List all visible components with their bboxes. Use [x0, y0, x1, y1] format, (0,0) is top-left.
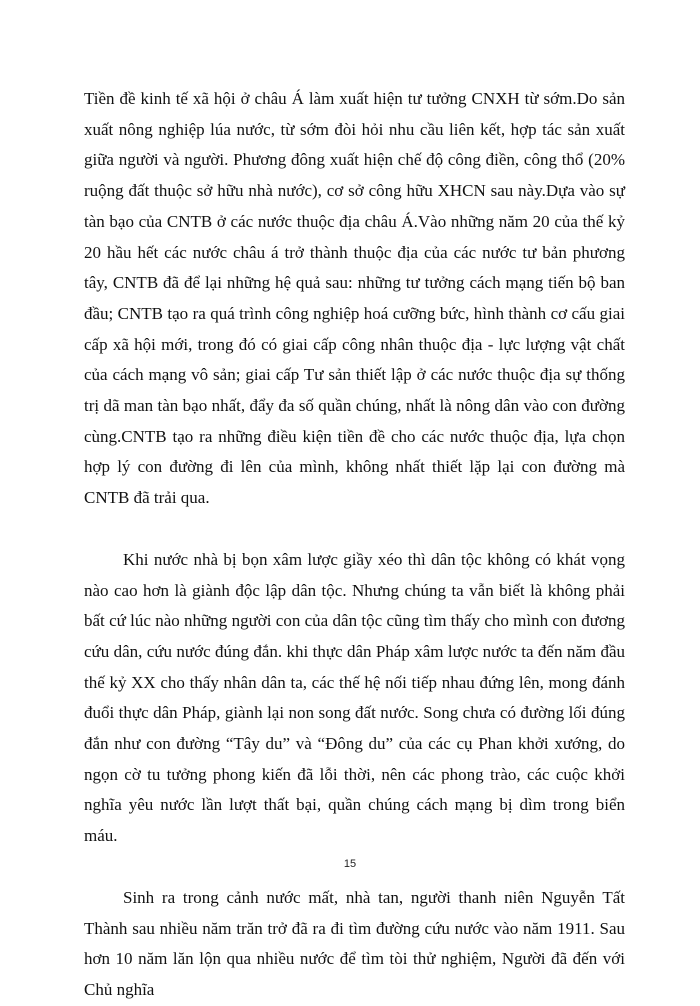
paragraph-3: Sinh ra trong cảnh nước mất, nhà tan, người thanh niên Nguyễn Tất Thành sau nhiều năm trăn trở đã ra đi tìm đường cứu nước vào năm 1911. Sau hơn 10 năm lăn lộn qua nhiều nước để tìm tòi thử nghiệm, Người đã đến với Chủ nghĩa — [84, 887, 625, 999]
paragraph-2: Khi nước nhà bị bọn xâm lược giầy xéo thì dân tộc không có khát vọng nào cao hơn là giành độc lập dân tộc. Nhưng chúng ta vẫn biết là không phải bất cứ lúc nào những người con của dân tộc cũng tìm thấy cho mình con đương cứu dân, cứu nước đúng đắn. khi thực dân Pháp xâm lược nước ta đến năm đầu thế kỷ XX cho thấy nhân dân ta, các thế hệ nối tiếp nhau đứng lên, mong đánh đuổi thực dân Pháp, giành lại non song đất nước. Song chưa có đường lối đúng đắn như con đường “Tây du” và “Đông du” của các cụ Phan khởi xướng, do ngọn cờ tu tưởng phong kiến đã lỗi thời, nên các phong trào, các cuộc khởi nghĩa yêu nước lần lượt thất bại, quần chúng cách mạng bị dìm trong biển máu. — [84, 549, 625, 846]
paragraph-1: Tiền đề kinh tế xã hội ở châu Á làm xuất hiện tư tưởng CNXH từ sớm.Do sản xuất nông nghiệp lúa nước, từ sớm đòi hỏi nhu cầu liên kết, hợp tác sản xuất giữa người và người. Phương đông xuất hiện chế độ công điền, công thổ (20% ruộng đất thuộc sở hữu nhà nước), cơ sở công hữu XHCN sau này.Dựa vào sự tàn bạo của CNTB ở các nước thuộc địa châu Á.Vào những năm 20 của thế kỷ 20 hầu hết các nước châu á trở thành thuộc địa của các nước tư bản phương tây, CNTB đã để lại những hệ quả sau: những tư tưởng cách mạng tiến bộ ban đầu; CNTB tạo ra quá trình công nghiệp hoá cưỡng bức, hình thành cơ cấu giai cấp xã hội mới, trong đó có giai cấp công nhân thuộc địa - lực lượng vật chất của cách mạng vô sản; giai cấp Tư sản thiết lập ở các nước thuộc địa sự thống trị dã man tàn bạo nhất, đẩy đa số quần chúng, nhất là nông dân vào con đường cùng.CNTB tạo ra những điều kiện tiền đề cho các nước thuộc địa, lựa chọn hợp lý con đường đi lên của mình, không nhất thiết lặp lại con đường mà CNTB đã trải qua. — [84, 89, 625, 508]
page-number: 15 — [343, 858, 357, 870]
